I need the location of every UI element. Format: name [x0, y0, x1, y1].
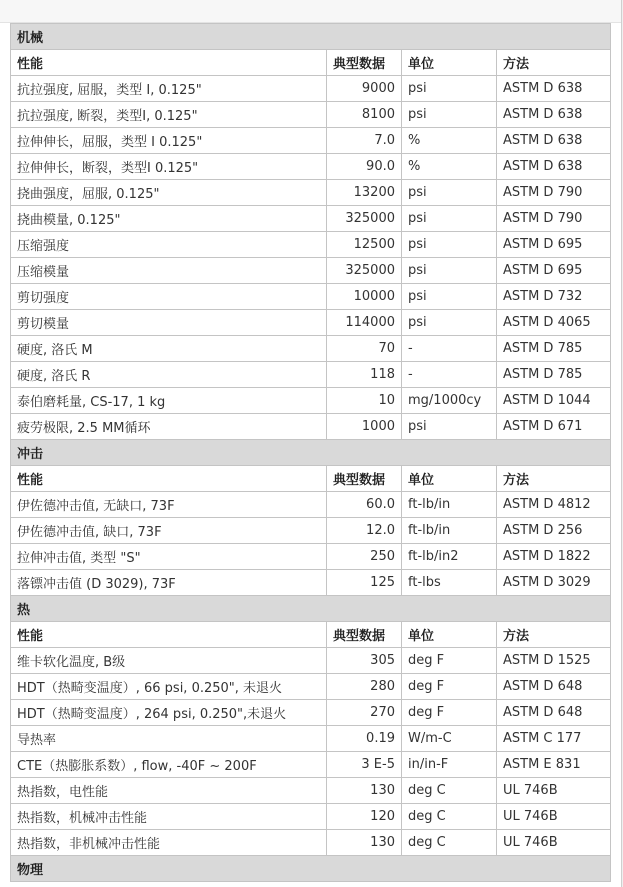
property-cell: 泰伯磨耗量, CS-17, 1 kg [11, 388, 327, 414]
column-header-row [11, 622, 611, 648]
value-cell: 7.0 [327, 128, 402, 154]
header-method: 方法 [497, 50, 611, 76]
method-cell: ASTM D 638 [497, 154, 611, 180]
property-cell: 维卡软化温度, B级 [11, 648, 327, 674]
method-cell: ASTM D 4812 [497, 492, 611, 518]
value-cell: 130 [327, 778, 402, 804]
table-row [11, 752, 611, 778]
method-cell: ASTM D 648 [497, 700, 611, 726]
unit-cell: - [402, 336, 497, 362]
method-cell: ASTM D 790 [497, 206, 611, 232]
unit-cell: psi [402, 102, 497, 128]
header-method: 方法 [497, 622, 611, 648]
property-cell: 导热率 [11, 726, 327, 752]
top-bar [0, 0, 621, 23]
header-unit: 单位 [402, 50, 497, 76]
value-cell: 130 [327, 830, 402, 856]
method-cell: ASTM D 638 [497, 128, 611, 154]
table-row [11, 388, 611, 414]
property-cell: 落镖冲击值 (D 3029), 73F [11, 570, 327, 596]
property-cell: 剪切模量 [11, 310, 327, 336]
unit-cell: psi [402, 414, 497, 440]
table-row [11, 154, 611, 180]
value-cell: 0.19 [327, 726, 402, 752]
unit-cell: ft-lbs [402, 570, 497, 596]
value-cell: 120 [327, 804, 402, 830]
method-cell: ASTM D 695 [497, 258, 611, 284]
table-row [11, 414, 611, 440]
unit-cell: % [402, 154, 497, 180]
table-row [11, 830, 611, 856]
header-typical-value: 典型数据 [327, 622, 402, 648]
method-cell: ASTM D 4065 [497, 310, 611, 336]
property-cell: 疲劳极限, 2.5 MM循环 [11, 414, 327, 440]
header-property: 性能 [11, 50, 327, 76]
value-cell: 12500 [327, 232, 402, 258]
header-typical-value: 典型数据 [327, 466, 402, 492]
method-cell: ASTM D 671 [497, 414, 611, 440]
value-cell: 13200 [327, 180, 402, 206]
table-row [11, 102, 611, 128]
unit-cell: mg/1000cy [402, 388, 497, 414]
section-header-row [11, 856, 611, 882]
value-cell: 305 [327, 648, 402, 674]
table-row [11, 778, 611, 804]
table-row [11, 570, 611, 596]
header-unit: 单位 [402, 466, 497, 492]
value-cell: 60.0 [327, 492, 402, 518]
table-row [11, 310, 611, 336]
value-cell: 90.0 [327, 154, 402, 180]
table-row [11, 518, 611, 544]
unit-cell: deg F [402, 648, 497, 674]
section-title: 热 [11, 596, 611, 622]
method-cell: ASTM D 1044 [497, 388, 611, 414]
unit-cell: deg C [402, 778, 497, 804]
property-cell: 剪切强度 [11, 284, 327, 310]
header-property: 性能 [11, 466, 327, 492]
properties-table [10, 23, 611, 882]
header-unit: 单位 [402, 622, 497, 648]
table-row [11, 180, 611, 206]
table-row [11, 726, 611, 752]
section-title: 物理 [11, 856, 611, 882]
column-header-row [11, 50, 611, 76]
value-cell: 10000 [327, 284, 402, 310]
unit-cell: % [402, 128, 497, 154]
method-cell: ASTM D 790 [497, 180, 611, 206]
property-cell: 压缩模量 [11, 258, 327, 284]
value-cell: 270 [327, 700, 402, 726]
unit-cell: psi [402, 180, 497, 206]
value-cell: 12.0 [327, 518, 402, 544]
section-title: 机械 [11, 24, 611, 50]
property-cell: 硬度, 洛氏 M [11, 336, 327, 362]
section-title: 冲击 [11, 440, 611, 466]
value-cell: 10 [327, 388, 402, 414]
value-cell: 325000 [327, 258, 402, 284]
table-row [11, 128, 611, 154]
header-typical-value: 典型数据 [327, 50, 402, 76]
method-cell: ASTM D 256 [497, 518, 611, 544]
value-cell: 280 [327, 674, 402, 700]
table-row [11, 804, 611, 830]
property-cell: HDT（热畸变温度）, 66 psi, 0.250", 未退火 [11, 674, 327, 700]
property-cell: 拉伸伸长，屈服，类型 I 0.125" [11, 128, 327, 154]
column-header-row [11, 466, 611, 492]
property-cell: 热指数，电性能 [11, 778, 327, 804]
unit-cell: psi [402, 76, 497, 102]
value-cell: 125 [327, 570, 402, 596]
property-cell: CTE（热膨胀系数）, flow, -40F ~ 200F [11, 752, 327, 778]
unit-cell: ft-lb/in2 [402, 544, 497, 570]
value-cell: 3 E-5 [327, 752, 402, 778]
unit-cell: psi [402, 232, 497, 258]
property-cell: 伊佐德冲击值, 缺口, 73F [11, 518, 327, 544]
unit-cell: - [402, 362, 497, 388]
table-row [11, 544, 611, 570]
value-cell: 118 [327, 362, 402, 388]
table-row [11, 700, 611, 726]
unit-cell: psi [402, 310, 497, 336]
property-cell: 伊佐德冲击值, 无缺口, 73F [11, 492, 327, 518]
method-cell: UL 746B [497, 778, 611, 804]
table-row [11, 76, 611, 102]
section-header-row [11, 24, 611, 50]
property-cell: 抗拉强度, 断裂，类型I, 0.125" [11, 102, 327, 128]
table-row [11, 336, 611, 362]
method-cell: ASTM D 638 [497, 102, 611, 128]
value-cell: 1000 [327, 414, 402, 440]
value-cell: 325000 [327, 206, 402, 232]
method-cell: ASTM D 785 [497, 336, 611, 362]
method-cell: ASTM D 695 [497, 232, 611, 258]
section-header-row [11, 440, 611, 466]
value-cell: 114000 [327, 310, 402, 336]
method-cell: ASTM D 3029 [497, 570, 611, 596]
header-method: 方法 [497, 466, 611, 492]
method-cell: ASTM D 638 [497, 76, 611, 102]
property-cell: 拉伸伸长，断裂，类型I 0.125" [11, 154, 327, 180]
unit-cell: ft-lb/in [402, 492, 497, 518]
property-cell: 挠曲强度，屈服, 0.125" [11, 180, 327, 206]
unit-cell: psi [402, 284, 497, 310]
property-cell: 抗拉强度, 屈服，类型 I, 0.125" [11, 76, 327, 102]
property-cell: 热指数，机械冲击性能 [11, 804, 327, 830]
value-cell: 9000 [327, 76, 402, 102]
unit-cell: W/m-C [402, 726, 497, 752]
property-cell: 热指数，非机械冲击性能 [11, 830, 327, 856]
property-cell: 压缩强度 [11, 232, 327, 258]
unit-cell: deg C [402, 804, 497, 830]
unit-cell: psi [402, 206, 497, 232]
table-row [11, 258, 611, 284]
value-cell: 8100 [327, 102, 402, 128]
unit-cell: psi [402, 258, 497, 284]
property-cell: 挠曲模量, 0.125" [11, 206, 327, 232]
method-cell: ASTM C 177 [497, 726, 611, 752]
unit-cell: ft-lb/in [402, 518, 497, 544]
value-cell: 70 [327, 336, 402, 362]
table-row [11, 648, 611, 674]
property-cell: 拉伸冲击值, 类型 "S" [11, 544, 327, 570]
method-cell: ASTM D 785 [497, 362, 611, 388]
table-row [11, 206, 611, 232]
method-cell: ASTM E 831 [497, 752, 611, 778]
method-cell: UL 746B [497, 804, 611, 830]
value-cell: 250 [327, 544, 402, 570]
property-cell: HDT（热畸变温度）, 264 psi, 0.250",未退火 [11, 700, 327, 726]
table-row [11, 492, 611, 518]
section-header-row [11, 596, 611, 622]
unit-cell: deg F [402, 700, 497, 726]
table-row [11, 674, 611, 700]
property-cell: 硬度, 洛氏 R [11, 362, 327, 388]
unit-cell: in/in-F [402, 752, 497, 778]
method-cell: UL 746B [497, 830, 611, 856]
method-cell: ASTM D 648 [497, 674, 611, 700]
method-cell: ASTM D 1525 [497, 648, 611, 674]
table-row [11, 232, 611, 258]
method-cell: ASTM D 1822 [497, 544, 611, 570]
header-property: 性能 [11, 622, 327, 648]
table-row [11, 362, 611, 388]
table-row [11, 284, 611, 310]
unit-cell: deg C [402, 830, 497, 856]
method-cell: ASTM D 732 [497, 284, 611, 310]
unit-cell: deg F [402, 674, 497, 700]
